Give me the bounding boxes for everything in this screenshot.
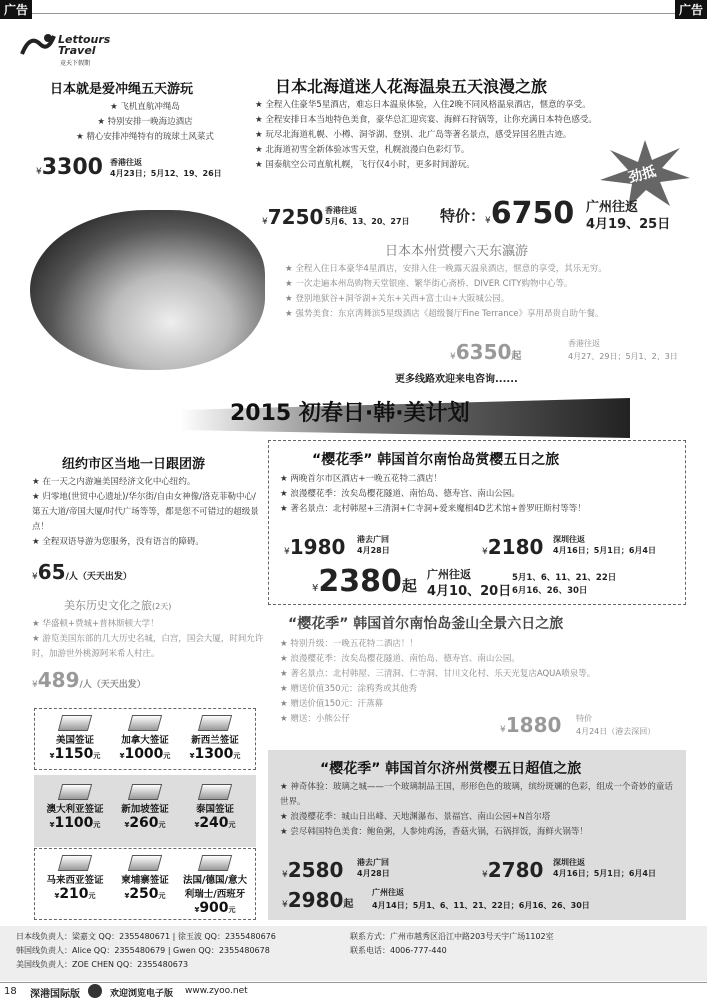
visa-price: ¥1000元 — [119, 746, 171, 762]
brand-cn: 竟天下假期 — [60, 60, 91, 67]
korea3-p3-dates: 4月14日；5月1、6、11、21、22日；6月16、26、30日 — [372, 901, 590, 910]
visa-item — [40, 712, 110, 762]
korea3-title: “樱花季” 韩国首尔济州赏樱五日超值之旅 — [320, 761, 582, 777]
visa-price: ¥1300元 — [189, 746, 241, 762]
flag-icon — [128, 855, 162, 871]
hokkaido-hk-from: 香港往返 — [325, 206, 357, 215]
visa-item — [180, 852, 250, 916]
visa-price: ¥900元 — [194, 900, 236, 916]
useast-title: 美东历史文化之旅(2天) — [64, 599, 172, 612]
flag-icon — [198, 784, 232, 800]
flag-icon — [128, 715, 162, 731]
hokkaido-items: ★ 全程入住豪华5星酒店，难忘日本温泉体验，入住2晚不同风格温泉酒店，惬意的享受。 ★ 全程安排日本当地特色美食，豪华总汇迎宾宴、海鲜石狩锅等，让你充满日本特色感受。 ★ 玩尽北海道札幌、小樽、洞爷湖、登别、北广岛等著名景点，感受异国名胜古迹。 ★ 北海道初雪全新体验冰雪天堂，札幌浪漫白色彩灯节。 ★ 国泰航空公司直航札幌，飞行仅4小时，更多时间游玩。 — [255, 100, 597, 170]
korea2-price-block: ¥1880 — [500, 713, 562, 737]
korea1-title: “樱花季” 韩国首尔南怡岛赏樱五日之旅 — [312, 452, 560, 468]
korea3-p2-price: ¥2780 — [482, 858, 544, 882]
top-bar — [0, 0, 707, 14]
honshu-from: 香港往返 — [568, 339, 600, 348]
brand-name: Lettours Travel — [58, 33, 111, 57]
visa-item — [110, 852, 180, 902]
korea3-p1-from: 港去广回 — [357, 858, 389, 867]
visa-name: 新加坡签证 — [121, 804, 169, 815]
brand-logo-icon — [18, 30, 58, 60]
visa-item — [180, 712, 250, 762]
korea1-p1-price: ¥1980 — [284, 535, 346, 559]
visa-price: ¥1150元 — [49, 746, 101, 762]
korea1-p2-dates: 4月16日；5月1日；6月4日 — [553, 546, 656, 555]
banner-title: 2015 初春日·韩·美计划 — [230, 401, 470, 426]
flag-icon — [198, 855, 232, 871]
visa-name: 新西兰签证 — [191, 735, 239, 746]
honshu-price-block: ¥6350起 — [450, 340, 522, 364]
nyc-title: 纽约市区当地一日跟团游 — [62, 457, 206, 472]
visa-name: 泰国签证 — [195, 804, 234, 815]
korea1-p1-from: 港去广回 — [357, 535, 389, 544]
korea1-p3-more: 5月1、6、11、21、22日 — [512, 573, 617, 583]
korea3-p3-price: ¥2980起 — [282, 888, 354, 912]
korea2-dates: 4月24日（港去深回） — [576, 727, 656, 736]
visa-item — [180, 781, 250, 831]
visa-price: ¥260元 — [124, 815, 166, 831]
visa-price: ¥210元 — [54, 886, 96, 902]
korea1-items: ★ 两晚首尔市区酒店+一晚五花特二酒店！ ★ 浪漫樱花季：汝矣岛樱花隧道、南怡岛、德寿宫、南山公园。 ★ 著名景点：北村韩屋+三清洞+仁寺洞+爱来魔相4D艺术馆+普罗旺斯村等等！ — [280, 474, 586, 514]
korea3-p2-from: 深圳往返 — [553, 858, 585, 867]
flag-icon — [58, 715, 92, 731]
visa-name: 澳大利亚签证 — [46, 804, 104, 815]
flag-icon — [198, 715, 232, 731]
korea2-items: ★ 特别升级：一晚五花特二酒店！！ ★ 浪漫樱花季：汝矣岛樱花隧道、南怡岛、德寿宫、南山公园。 ★ 著名景点：北村韩屋、三清洞、仁寺洞、甘川文化村、乐天光复店AQUA喷泉等。 ★ 赠送价值350元：涂鸦秀或其他秀 ★ 赠送价值150元：汗蒸幕 ★ 赠送：小熊公仔 — [280, 639, 596, 724]
honshu-items: ★ 全程入住日本豪华4星酒店，安排入住一晚露天温泉酒店，惬意的享受，其乐无穷。 ★ 一次走遍本州岛购物天堂银座、繁华街心斋桥、DIVER CITY购物中心等。 ★ 登别地狱谷+洞爷湖+关东+关西+富士山+大阪城公园。 ★ 强势美食：东京湾舞滨5星级酒店《超级餐厅Fine Terrance》享用昂贵自助午餐。 — [285, 264, 607, 319]
visa-name: 马来西亚签证 — [46, 875, 104, 886]
okinawa-from: 香港往返 — [110, 158, 142, 167]
more-routes: 更多线路欢迎来电咨询...... — [395, 374, 518, 385]
visa-name: 柬埔寨签证 — [121, 875, 169, 886]
hokkaido-gz-from: 广州往返 — [586, 200, 639, 215]
korea2-special: 特价 — [576, 714, 592, 723]
hokkaido-hk-dates: 5月6、13、20、27日 — [325, 217, 410, 226]
korea1-p3-more2: 6月16、26、30日 — [512, 586, 588, 596]
page-number: 18 — [4, 986, 17, 997]
korea1-p2-price: ¥2180 — [482, 535, 544, 559]
visa-price: ¥1100元 — [49, 815, 101, 831]
visa-name: 法国/德国/意大利瑞士/西班牙 — [183, 875, 247, 900]
flag-icon — [58, 855, 92, 871]
contact-address: 联系方式：广州市越秀区沿江中路203号天宇广场1102室 联系电话：4006-777-440 — [350, 932, 554, 955]
visa-price: ¥250元 — [124, 886, 166, 902]
special-price-block: ¥6750 — [485, 196, 575, 231]
useast-price-block: ¥489/人（天天出发） — [32, 668, 146, 692]
korea1-p3-price: ¥2380起 — [312, 564, 417, 599]
korea1-p3-dates: 4月10、20日 — [427, 584, 512, 599]
ad-label-right: 广告 — [675, 0, 707, 19]
korea1-p1-dates: 4月28日 — [357, 546, 390, 555]
page-footer — [0, 982, 707, 1000]
hokkaido-hk-price: ¥7250 — [262, 205, 324, 229]
section-name: 深港国际版 — [30, 989, 80, 1000]
visa-item — [40, 852, 110, 902]
okinawa-items: ★ 飞机直航冲绳岛 ★ 特别安排一晚海边酒店 ★ 精心安排冲绳特有的琉球土风菜式 — [76, 102, 214, 142]
hokkaido-title: 日本北海道迷人花海温泉五天浪漫之旅 — [275, 77, 548, 96]
korea1-p2-from: 深圳往返 — [553, 535, 585, 544]
site-link[interactable]: www.zyoo.net — [185, 986, 248, 996]
onsen-photo — [30, 210, 265, 370]
visa-item — [110, 781, 180, 831]
honshu-title: 日本本州赏樱六天东瀛游 — [385, 244, 529, 259]
visa-item — [110, 712, 180, 762]
flag-icon — [128, 784, 162, 800]
okinawa-price-block: ¥3300 — [36, 155, 103, 180]
visa-item — [40, 781, 110, 831]
okinawa-title: 日本就是爱冲绳五天游玩 — [50, 82, 194, 97]
section-logo-icon — [88, 984, 102, 998]
korea3-p3-from: 广州往返 — [372, 888, 404, 897]
burst-text: 劲抵 — [626, 163, 658, 187]
nyc-price-block: ¥65/人（天天出发） — [32, 560, 132, 584]
korea2-title: “樱花季” 韩国首尔南怡岛釜山全景六日之旅 — [288, 616, 564, 632]
nyc-items: ★ 在一天之内游遍美国经济文化中心纽约。 ★ 归零地(世贸中心遗址)/华尔街/自由女神像/洛克菲勒中心/第五大道/帝国大厦/时代广场等等，都是您不可错过的超级景点！ ★ 全程双语导游为您服务，没有语言的障碍。 — [32, 477, 259, 547]
ad-label-left: 广告 — [0, 0, 32, 19]
flag-icon — [58, 784, 92, 800]
korea3-p2-dates: 4月16日；5月1日；6月4日 — [553, 869, 656, 878]
korea3-items: ★ 神奇体验：玻璃之城——一个玻璃制品王国，形形色色的玻璃，缤纷斑斓的色彩，组成一个奇妙的童话世界。 ★ 浪漫樱花季：城山日出峰、天地渊瀑布、景福宫、南山公园+N首尔塔 ★ 尝尽韩国特色美食：鲍鱼粥，人参炖鸡汤，香菇火锅，石锅拌饭，海鲜火锅等！ — [280, 782, 673, 837]
okinawa-dates: 4月23日；5月12、19、26日 — [110, 169, 222, 178]
useast-items: ★ 华盛顿+费城+普林斯顿大学！ ★ 游览美国东部的几大历史名城，白宫，国会大厦，时间允许时，加游世外桃源阿米希人村庄。 — [32, 619, 264, 659]
hokkaido-gz-dates: 4月19、25日 — [586, 217, 671, 232]
visa-name: 美国签证 — [55, 735, 94, 746]
contact-list: 日本线负责人：梁嘉文 QQ：2355480671 | 徐玉波 QQ：2355480676 韩国线负责人：Alice QQ：2355480679 | Gwen QQ：2355480678 美国线负责人：ZOE CHEN QQ：2355480673 — [16, 932, 276, 969]
welcome-text: 欢迎浏览电子版 — [110, 989, 174, 999]
visa-name: 加拿大签证 — [121, 735, 169, 746]
korea3-p1-price: ¥2580 — [282, 858, 344, 882]
korea1-p3-from: 广州往返 — [427, 568, 471, 581]
visa-price: ¥240元 — [194, 815, 236, 831]
special-label: 特价： — [440, 207, 486, 225]
korea3-p1-dates: 4月28日 — [357, 869, 390, 878]
honshu-dates: 4月27、29日；5月1、2、3日 — [568, 352, 678, 361]
